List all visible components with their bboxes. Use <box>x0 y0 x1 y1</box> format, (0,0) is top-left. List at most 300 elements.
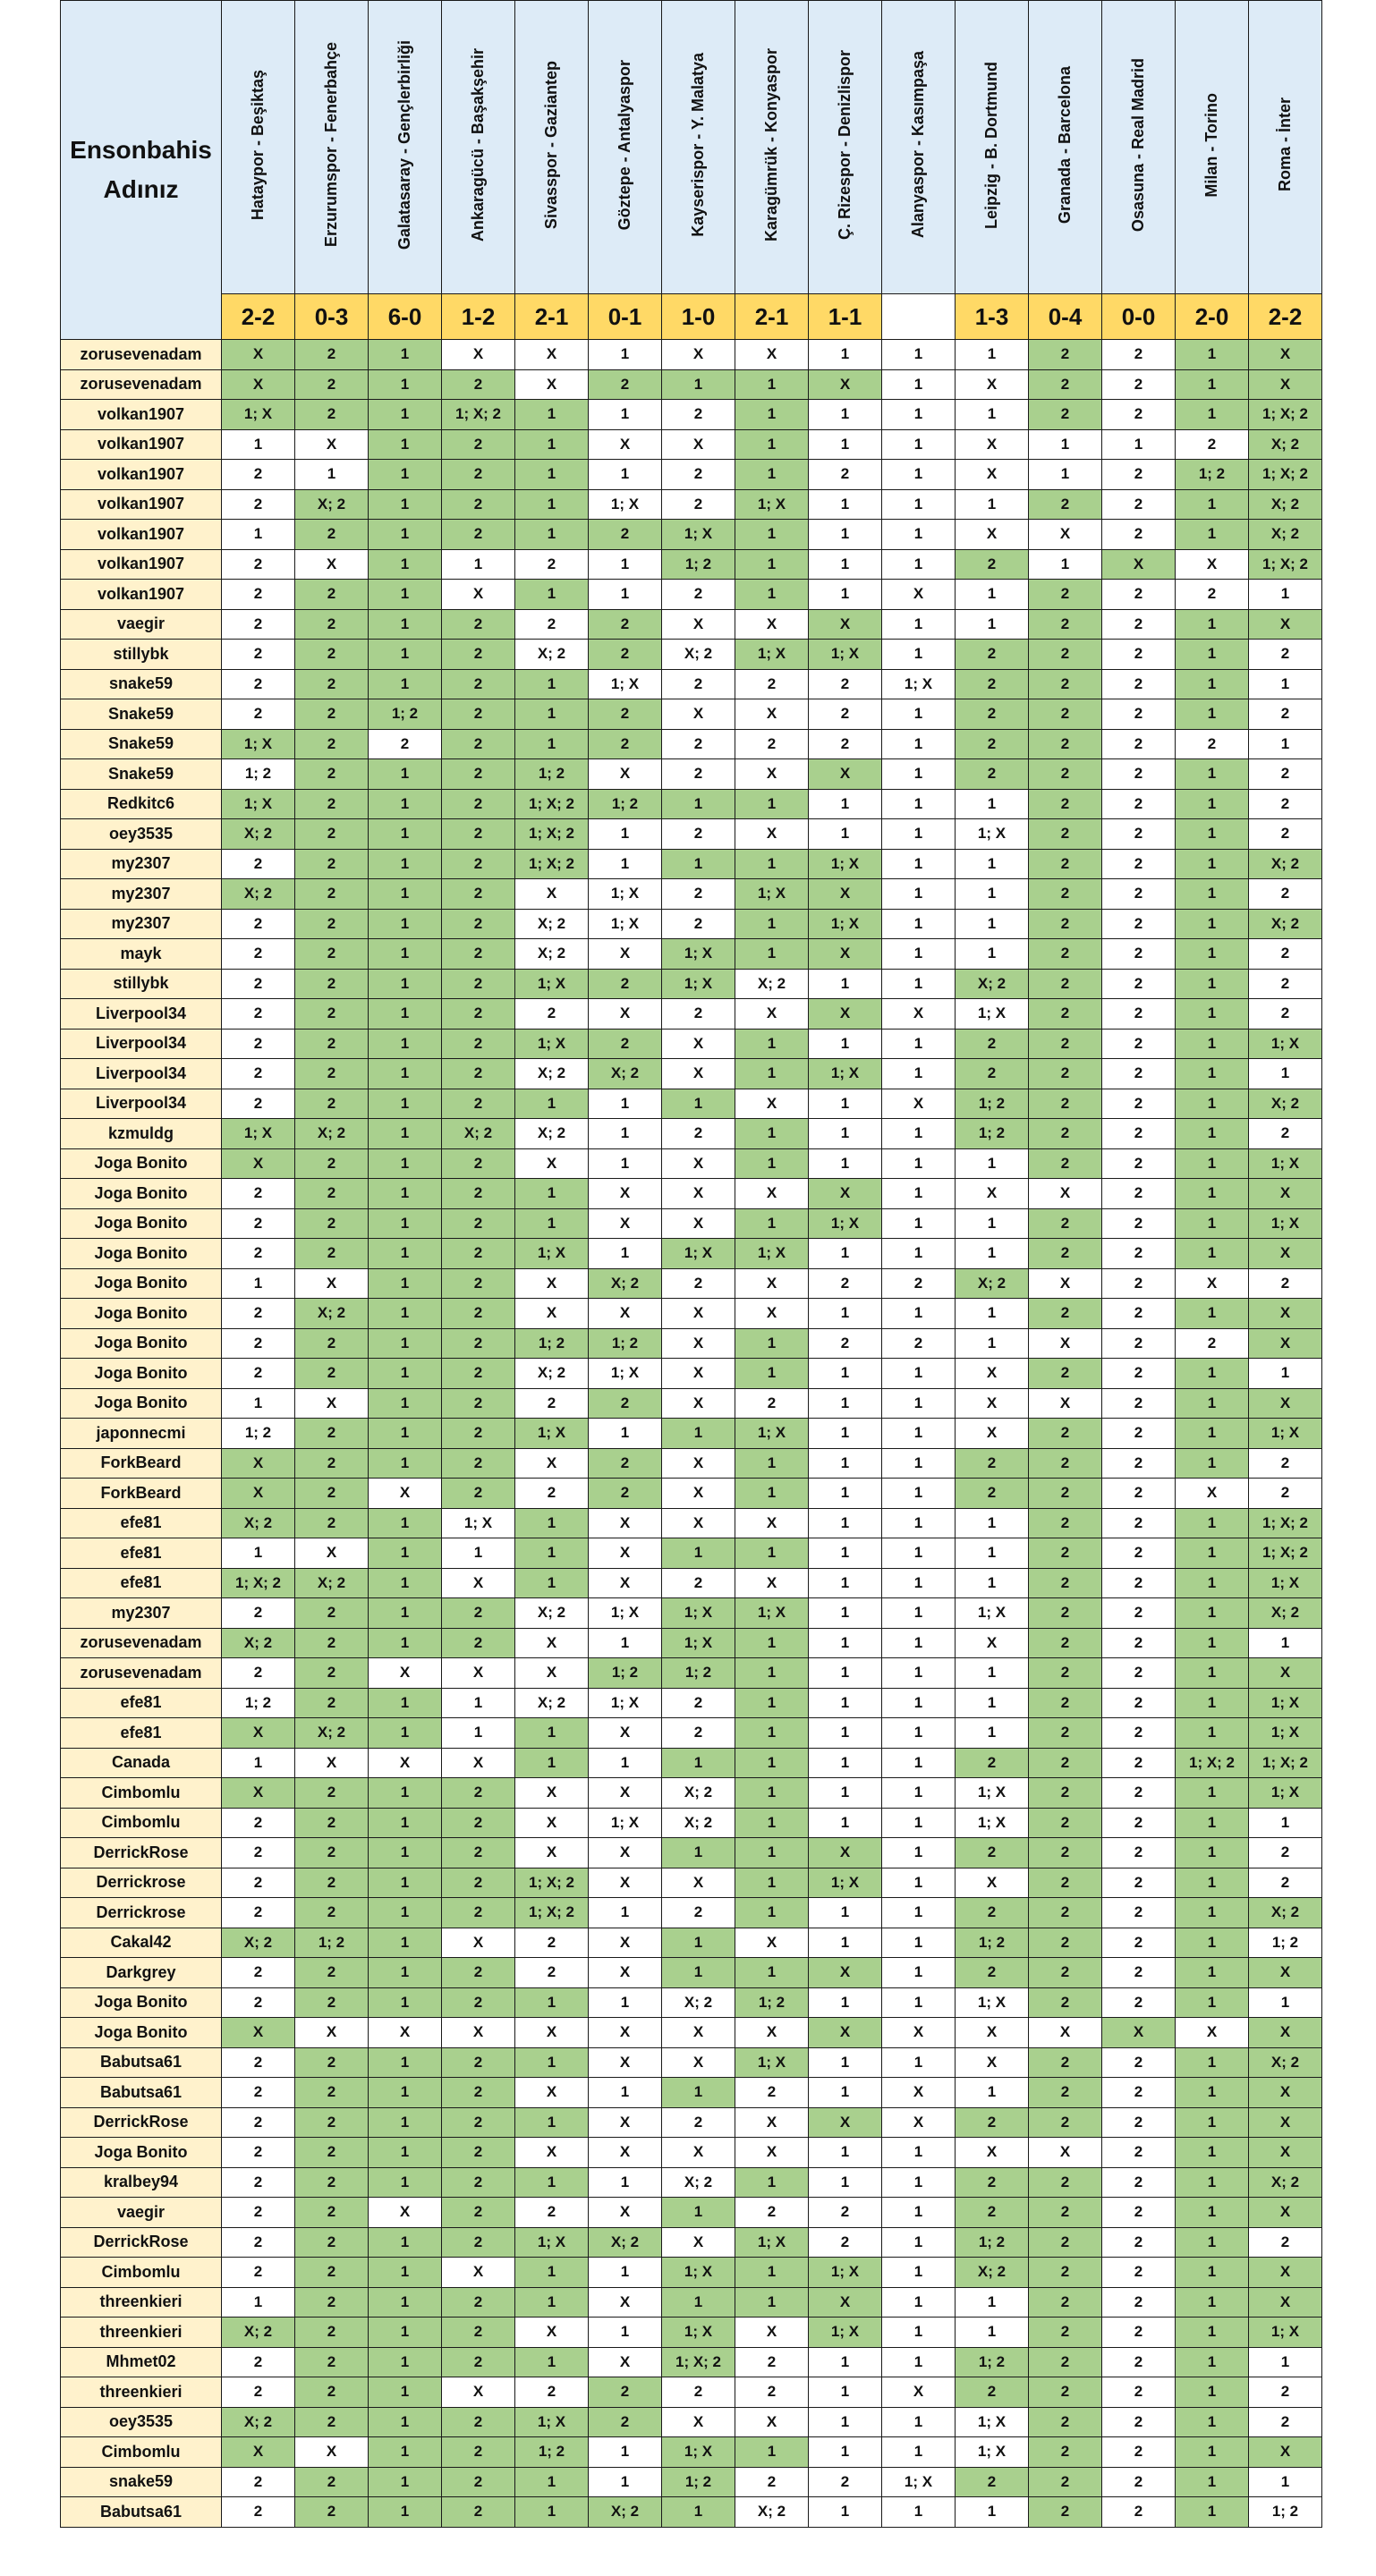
pick-cell: 2 <box>295 969 369 999</box>
pick-cell: 1; X <box>222 400 295 430</box>
table-row <box>61 1328 1322 1359</box>
pick-cell: 2 <box>1029 819 1102 850</box>
pick-cell: 2 <box>589 2377 662 2408</box>
pick-cell: X; 2 <box>1249 1898 1322 1928</box>
match-label: Ç. Rizespor - Denizlispor <box>836 49 854 241</box>
pick-cell: 1; X <box>589 909 662 939</box>
pick-cell: 1 <box>515 669 589 699</box>
pick-cell: 1 <box>515 1208 589 1239</box>
pick-cell: 1 <box>809 2347 882 2377</box>
pick-cell: 1 <box>809 489 882 520</box>
pick-cell: 2 <box>1102 1059 1176 1089</box>
pick-cell: 1 <box>809 340 882 370</box>
pick-cell: X <box>1249 1239 1322 1269</box>
pick-cell: 1 <box>1176 1239 1249 1269</box>
pick-cell: 1 <box>956 1568 1029 1598</box>
pick-cell: 1; 2 <box>735 1987 809 2018</box>
pick-cell: 2 <box>735 2377 809 2408</box>
pick-cell: 2 <box>295 1628 369 1658</box>
pick-cell: 1 <box>882 489 956 520</box>
pick-cell: 1; 2 <box>589 789 662 819</box>
match-label: Galatasaray - Gençlerbirliği <box>395 39 413 250</box>
pick-cell: 2 <box>589 1479 662 1509</box>
pick-cell: 2 <box>442 1958 515 1988</box>
pick-cell: 1; X <box>956 2437 1029 2468</box>
pick-cell: 1 <box>882 2287 956 2318</box>
pick-cell: 2 <box>442 609 515 640</box>
pick-cell: 2 <box>442 1239 515 1269</box>
pick-cell: 2 <box>442 1059 515 1089</box>
pick-cell: 1 <box>369 460 442 490</box>
pick-cell: 1 <box>956 1148 1029 1179</box>
pick-cell: 2 <box>442 759 515 790</box>
pick-cell: X; 2 <box>662 1987 735 2018</box>
pick-cell: 1 <box>1176 2167 1249 2198</box>
pick-cell: 2 <box>222 460 295 490</box>
pick-cell: 1 <box>809 819 882 850</box>
pick-cell: 2 <box>589 729 662 759</box>
pick-cell: 2 <box>1249 2377 1322 2408</box>
pick-cell: 1 <box>1249 1628 1322 1658</box>
player-name: Derrickrose <box>61 1868 222 1898</box>
table-row <box>61 1778 1322 1809</box>
pick-cell: 2 <box>442 2347 515 2377</box>
pick-cell: 1 <box>515 1718 589 1749</box>
table-row <box>61 2107 1322 2138</box>
pick-cell: 2 <box>295 2227 369 2258</box>
pick-cell: 2 <box>222 2107 295 2138</box>
pick-cell: 1 <box>369 369 442 400</box>
pick-cell: X; 2 <box>589 2497 662 2528</box>
pick-cell: 2 <box>1102 1179 1176 1209</box>
pick-cell: 1; 2 <box>1176 460 1249 490</box>
pick-cell: 2 <box>222 1029 295 1059</box>
table-row <box>61 969 1322 999</box>
pick-cell: X <box>735 340 809 370</box>
pick-cell: 2 <box>1029 340 1102 370</box>
pick-cell: 1; X <box>662 939 735 970</box>
pick-cell: 2 <box>295 2347 369 2377</box>
pick-cell: X <box>1249 2078 1322 2108</box>
pick-cell: 1 <box>882 1479 956 1509</box>
pick-cell: X <box>515 2078 589 2108</box>
pick-cell: 1 <box>882 520 956 550</box>
pick-cell: 2 <box>295 2047 369 2078</box>
pick-cell: 1 <box>809 1538 882 1569</box>
table-row <box>61 1119 1322 1149</box>
pick-cell: 1 <box>1176 1179 1249 1209</box>
pick-cell: 2 <box>662 999 735 1030</box>
pick-cell: 1; X <box>515 1239 589 1269</box>
pick-cell: X <box>442 2258 515 2288</box>
pick-cell: 2 <box>222 2227 295 2258</box>
pick-cell: 2 <box>1029 2107 1102 2138</box>
pick-cell: X <box>1102 549 1176 580</box>
table-row <box>61 759 1322 790</box>
player-name: snake59 <box>61 669 222 699</box>
pick-cell: 1; X <box>809 1208 882 1239</box>
pick-cell: X; 2 <box>662 1808 735 1838</box>
pick-cell: 2 <box>442 460 515 490</box>
pick-cell: 2 <box>1029 1119 1102 1149</box>
pick-cell: 1 <box>956 1688 1029 1718</box>
player-name: kzmuldg <box>61 1119 222 1149</box>
pick-cell: 1 <box>369 1778 442 1809</box>
pick-cell: 1 <box>1176 1658 1249 1689</box>
pick-cell: 2 <box>1176 580 1249 610</box>
player-name: Joga Bonito <box>61 1268 222 1299</box>
pick-cell: 1 <box>1176 1898 1249 1928</box>
pick-cell: 2 <box>1102 1328 1176 1359</box>
pick-cell: 2 <box>1102 2437 1176 2468</box>
pick-cell: 1 <box>882 1898 956 1928</box>
table-row <box>61 1508 1322 1538</box>
pick-cell: 2 <box>1102 1658 1176 1689</box>
pick-cell: 1 <box>1176 699 1249 730</box>
pick-cell: 2 <box>442 1868 515 1898</box>
pick-cell: 1 <box>662 2198 735 2228</box>
player-name: Joga Bonito <box>61 1359 222 1389</box>
pick-cell: 2 <box>295 1987 369 2018</box>
pick-cell: 2 <box>1102 729 1176 759</box>
pick-cell: 1 <box>369 939 442 970</box>
pick-cell: 1 <box>369 2407 442 2437</box>
pick-cell: 2 <box>662 580 735 610</box>
pick-cell: 1 <box>956 1718 1029 1749</box>
pick-cell: 1; X; 2 <box>1249 460 1322 490</box>
player-name: oey3535 <box>61 2407 222 2437</box>
pick-cell: 2 <box>956 2467 1029 2497</box>
pick-cell: X <box>1176 549 1249 580</box>
pick-cell: X <box>442 580 515 610</box>
pick-cell: 1 <box>1029 549 1102 580</box>
pick-cell: 1; X <box>589 1359 662 1389</box>
pick-cell: 2 <box>442 669 515 699</box>
pick-cell: 2 <box>1102 939 1176 970</box>
pick-cell: 1 <box>369 580 442 610</box>
player-name: threenkieri <box>61 2287 222 2318</box>
pick-cell: 1 <box>735 909 809 939</box>
pick-cell: 1 <box>369 909 442 939</box>
pick-cell: X <box>735 999 809 1030</box>
pick-cell: 1 <box>589 849 662 879</box>
pick-cell: 2 <box>589 2407 662 2437</box>
pick-cell: 2 <box>1029 2258 1102 2288</box>
pick-cell: 2 <box>222 1089 295 1119</box>
pick-cell: 1 <box>515 489 589 520</box>
pick-cell: 1; X; 2 <box>1176 1748 1249 1778</box>
player-name: my2307 <box>61 849 222 879</box>
pick-cell: 2 <box>442 1299 515 1329</box>
table-row <box>61 1598 1322 1629</box>
pick-cell: 2 <box>662 669 735 699</box>
pick-cell: 2 <box>735 2467 809 2497</box>
pick-cell: 1 <box>1029 460 1102 490</box>
pick-cell: 2 <box>442 1208 515 1239</box>
pick-cell: 2 <box>295 789 369 819</box>
pick-cell: X <box>809 2107 882 2138</box>
player-name: Babutsa61 <box>61 2078 222 2108</box>
pick-cell: 1 <box>809 2497 882 2528</box>
pick-cell: X <box>956 520 1029 550</box>
pick-cell: 2 <box>1102 759 1176 790</box>
pick-cell: 1 <box>515 1508 589 1538</box>
pick-cell: 2 <box>1102 2198 1176 2228</box>
pick-cell: 2 <box>1029 2047 1102 2078</box>
header-row <box>61 1 1322 294</box>
match-header <box>589 1 662 294</box>
pick-cell: 1 <box>1176 759 1249 790</box>
pick-cell: 2 <box>1102 1718 1176 1749</box>
pick-cell: X; 2 <box>515 909 589 939</box>
table-row <box>61 489 1322 520</box>
pick-cell: 2 <box>1249 789 1322 819</box>
pick-cell: 1 <box>515 400 589 430</box>
match-score: 0-0 <box>1102 294 1176 340</box>
pick-cell: 1 <box>589 1628 662 1658</box>
pick-cell: 2 <box>295 2107 369 2138</box>
player-name: vaegir <box>61 2198 222 2228</box>
pick-cell: X; 2 <box>222 1628 295 1658</box>
pick-cell: 2 <box>1249 1838 1322 1868</box>
pick-cell: 2 <box>662 1898 735 1928</box>
pick-cell: X <box>589 2347 662 2377</box>
pick-cell: X <box>662 429 735 460</box>
match-header <box>295 1 369 294</box>
pick-cell: 1 <box>809 1898 882 1928</box>
pick-cell: X <box>956 2138 1029 2168</box>
pick-cell: X <box>735 1179 809 1209</box>
pick-cell: 1 <box>809 789 882 819</box>
pick-cell: 1; X <box>1249 1029 1322 1059</box>
table-row <box>61 460 1322 490</box>
pick-cell: 2 <box>1102 489 1176 520</box>
pick-cell: 2 <box>1102 1119 1176 1149</box>
pick-cell: X; 2 <box>515 1059 589 1089</box>
player-name: Joga Bonito <box>61 1299 222 1329</box>
pick-cell: 1 <box>809 1148 882 1179</box>
pick-cell: 1; 2 <box>662 549 735 580</box>
pick-cell: 1 <box>515 580 589 610</box>
player-name: zorusevenadam <box>61 1628 222 1658</box>
pick-cell: X <box>295 429 369 460</box>
pick-cell: 1 <box>515 2467 589 2497</box>
pick-cell: X; 2 <box>1249 2167 1322 2198</box>
pick-cell: 2 <box>1102 580 1176 610</box>
player-name: volkan1907 <box>61 460 222 490</box>
pick-cell: 1; X <box>1249 1208 1322 1239</box>
pick-cell: 2 <box>295 1778 369 1809</box>
pick-cell: 1; X <box>515 969 589 999</box>
table-row <box>61 2138 1322 2168</box>
pick-cell: 2 <box>589 699 662 730</box>
pick-cell: 2 <box>882 1328 956 1359</box>
pick-cell: 1 <box>222 1748 295 1778</box>
pick-cell: 1 <box>956 879 1029 910</box>
table-row <box>61 1808 1322 1838</box>
pick-cell: 1; 2 <box>956 1119 1029 1149</box>
pick-cell: 1; X <box>809 1868 882 1898</box>
pick-cell: 1 <box>882 1928 956 1958</box>
player-name: Liverpool34 <box>61 1089 222 1119</box>
pick-cell: X <box>1029 2138 1102 2168</box>
pick-cell: 2 <box>515 1479 589 1509</box>
pick-cell: X <box>809 879 882 910</box>
table-row <box>61 2078 1322 2108</box>
player-name: DerrickRose <box>61 1838 222 1868</box>
pick-cell: 2 <box>1029 1479 1102 1509</box>
pick-cell: X <box>1249 1179 1322 1209</box>
player-name: Redkitc6 <box>61 789 222 819</box>
pick-cell: 2 <box>1029 1419 1102 1449</box>
pick-cell: 2 <box>809 669 882 699</box>
pick-cell: 1 <box>369 879 442 910</box>
pick-cell: 1; X <box>809 2258 882 2288</box>
pick-cell: 1 <box>1176 340 1249 370</box>
pick-cell: 1 <box>809 2047 882 2078</box>
pick-cell: 2 <box>442 1359 515 1389</box>
pick-cell: 1; 2 <box>956 1089 1029 1119</box>
pick-cell: 2 <box>222 2467 295 2497</box>
player-name: volkan1907 <box>61 489 222 520</box>
pick-cell: X <box>589 429 662 460</box>
pick-cell: 1 <box>735 1808 809 1838</box>
pick-cell: 1 <box>1249 1059 1322 1089</box>
pick-cell: 2 <box>735 2347 809 2377</box>
pick-cell: X; 2 <box>515 1598 589 1629</box>
pick-cell: 1 <box>882 1838 956 1868</box>
pick-cell: 1 <box>222 429 295 460</box>
pick-cell: 1 <box>956 2318 1029 2348</box>
pick-cell: 2 <box>956 1958 1029 1988</box>
player-name: efe81 <box>61 1718 222 1749</box>
pick-cell: 2 <box>442 2437 515 2468</box>
pick-cell: 1; X <box>1249 1778 1322 1809</box>
player-name: Canada <box>61 1748 222 1778</box>
pick-cell: 2 <box>1102 669 1176 699</box>
pick-cell: 2 <box>589 369 662 400</box>
table-row <box>61 429 1322 460</box>
pick-cell: 1; X <box>1249 2318 1322 2348</box>
pick-cell: 1 <box>369 2078 442 2108</box>
pick-cell: 2 <box>1029 2318 1102 2348</box>
pick-cell: 2 <box>295 609 369 640</box>
pick-cell: 1 <box>809 1479 882 1509</box>
match-header <box>222 1 295 294</box>
table-row <box>61 609 1322 640</box>
pick-cell: 2 <box>1102 1419 1176 1449</box>
pick-cell: 1; X <box>809 849 882 879</box>
table-row <box>61 1868 1322 1898</box>
pick-cell: 1 <box>1176 1568 1249 1598</box>
pick-cell: 2 <box>295 999 369 1030</box>
pick-cell: 1 <box>369 1059 442 1089</box>
pick-cell: 2 <box>222 2138 295 2168</box>
pick-cell: 2 <box>735 729 809 759</box>
pick-cell: 1; X <box>735 489 809 520</box>
pick-cell: 1; 2 <box>222 1688 295 1718</box>
match-score: 0-1 <box>589 294 662 340</box>
pick-cell: X <box>589 939 662 970</box>
pick-cell: 1 <box>809 1748 882 1778</box>
pick-cell: 1 <box>882 1179 956 1209</box>
pick-cell: 1 <box>515 1089 589 1119</box>
pick-cell: 2 <box>1102 2047 1176 2078</box>
pick-cell: 1 <box>882 1119 956 1149</box>
pick-cell: 1 <box>882 2258 956 2288</box>
pick-cell: 1; X; 2 <box>1249 549 1322 580</box>
pick-cell: 1 <box>956 340 1029 370</box>
pick-cell: 2 <box>295 1898 369 1928</box>
pick-cell: X <box>589 1538 662 1569</box>
pick-cell: 1 <box>882 460 956 490</box>
pick-cell: 1 <box>809 549 882 580</box>
pick-cell: 1; X <box>222 1119 295 1149</box>
pick-cell: 1 <box>735 849 809 879</box>
pick-cell: 2 <box>222 640 295 670</box>
pick-cell: X <box>589 1208 662 1239</box>
pick-cell: 2 <box>1029 1239 1102 1269</box>
pick-cell: 2 <box>1029 1598 1102 1629</box>
pick-cell: 2 <box>295 369 369 400</box>
pick-cell: X <box>515 1148 589 1179</box>
player-name: Liverpool34 <box>61 999 222 1030</box>
pick-cell: 2 <box>295 1838 369 1868</box>
pick-cell: 2 <box>662 489 735 520</box>
pick-cell: 2 <box>1102 849 1176 879</box>
pick-cell: 2 <box>295 1029 369 1059</box>
pick-cell: 2 <box>295 2407 369 2437</box>
pick-cell: X; 2 <box>515 640 589 670</box>
pick-cell: 1; X <box>662 2437 735 2468</box>
pick-cell: 1; 2 <box>515 759 589 790</box>
pick-cell: 2 <box>1102 400 1176 430</box>
pick-cell: 1; X <box>956 1598 1029 1629</box>
pick-cell: X; 2 <box>222 2407 295 2437</box>
pick-cell: 2 <box>1102 1089 1176 1119</box>
pick-cell: 2 <box>442 1419 515 1449</box>
pick-cell: X <box>956 460 1029 490</box>
pick-cell: 1 <box>882 939 956 970</box>
pick-cell: X; 2 <box>662 1778 735 1809</box>
pick-cell: 2 <box>442 1148 515 1179</box>
player-name: volkan1907 <box>61 429 222 460</box>
pick-cell: X <box>735 1928 809 1958</box>
table-row <box>61 2467 1322 2497</box>
pick-cell: 2 <box>956 1898 1029 1928</box>
player-name: stillybk <box>61 640 222 670</box>
pick-cell: X; 2 <box>222 819 295 850</box>
player-name: DerrickRose <box>61 2227 222 2258</box>
pick-cell: 2 <box>1029 1059 1102 1089</box>
table-row <box>61 640 1322 670</box>
pick-cell: 1 <box>369 1688 442 1718</box>
pick-cell: 2 <box>1102 1628 1176 1658</box>
pick-cell: 2 <box>1029 1958 1102 1988</box>
pick-cell: X <box>882 2107 956 2138</box>
pick-cell: 2 <box>1029 1508 1102 1538</box>
pick-cell: 1; X <box>809 2318 882 2348</box>
pick-cell: X <box>809 1958 882 1988</box>
pick-cell: X <box>222 369 295 400</box>
pick-cell: X <box>1249 2107 1322 2138</box>
pick-cell: 2 <box>515 1928 589 1958</box>
match-label: Milan - Torino <box>1202 92 1220 198</box>
pick-cell: 1; 2 <box>956 2227 1029 2258</box>
pick-cell: X <box>222 1148 295 1179</box>
pick-cell: 1; X; 2 <box>222 1568 295 1598</box>
pick-cell: 1 <box>735 1958 809 1988</box>
